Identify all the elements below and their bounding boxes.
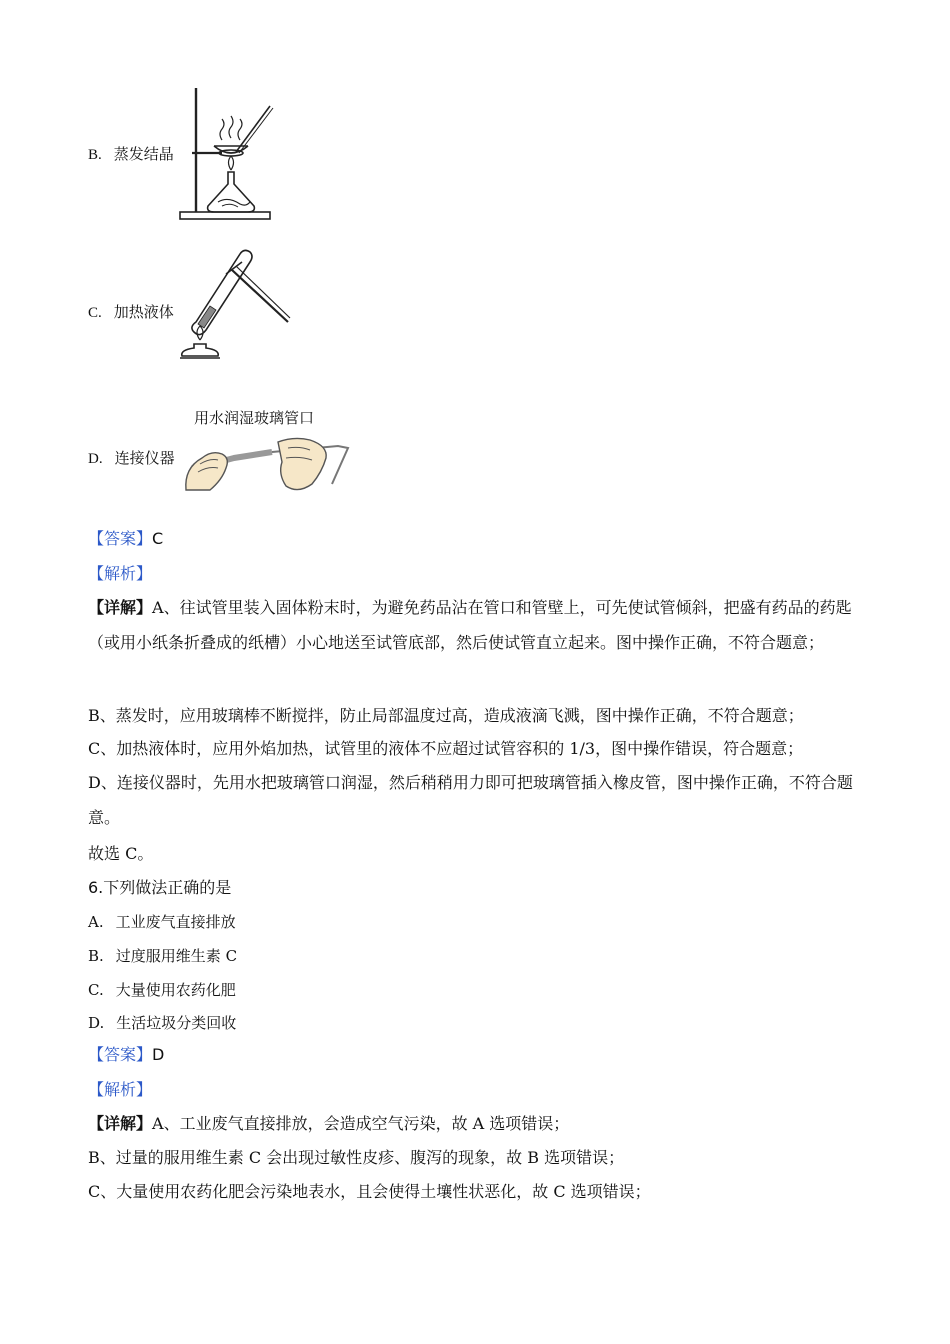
option-label: B. [88,147,102,163]
figure-d-caption: 用水润湿玻璃管口 [194,409,315,427]
option-b [88,144,174,165]
q6-detail-c: C、大量使用农药化肥会污染地表水，且会使得土壤性状恶化，故 C 选项错误； [88,1182,651,1201]
q5-answer-line [88,523,866,555]
q6-option-b [88,940,866,972]
q6-answer-line [88,1039,866,1071]
option-label: B. [88,947,104,965]
option-label: A. [88,913,104,931]
answer-value: C [152,529,164,548]
q6-option-d [88,1007,866,1039]
option-c [88,302,174,323]
detail-tag: 【详解】 [88,598,153,617]
q6-stem-line [88,872,866,904]
option-text: 连接仪器 [114,449,175,467]
option-label: C. [88,981,104,999]
q5-detail-a [88,590,866,660]
answer-value: D [152,1045,165,1064]
detail-tag: 【详解】 [88,1114,153,1133]
answer-tag: 【答案】 [88,1045,153,1064]
option-text: 蒸发结晶 [113,145,174,163]
q6-detail-a [88,1108,866,1140]
option-text: 大量使用农药化肥 [115,981,236,999]
q6-analysis-line [88,1074,866,1106]
q5-detail-c: C、加热液体时，应用外焰加热，试管里的液体不应超过试管容积的 1/3，图中操作错误，符合题意； [88,739,804,758]
connect-apparatus-figure [182,428,354,498]
option-label: D. [88,1014,105,1032]
q6-detail-b: B、过量的服用维生素 C 会出现过敏性皮疹、腹泻的现象，故 B 选项错误； [88,1148,625,1167]
option-label: C. [88,305,102,321]
detail-text: A、工业废气直接排放，会造成空气污染，故 A 选项错误； [152,1114,570,1133]
q5-conclusion: 故选 C。 [88,844,154,863]
q5-analysis-line [88,558,866,590]
answer-tag: 【答案】 [88,529,153,548]
q6-option-c [88,974,866,1006]
option-text: 过度服用维生素 C [115,947,238,965]
analysis-tag: 【解析】 [88,1080,153,1099]
question-number: 6. [88,878,104,897]
option-label: D. [88,451,103,467]
q5-detail-d: D、连接仪器时，先用水把玻璃管口润湿，然后稍稍用力即可把玻璃管插入橡皮管，图中操作正确，不符合题意。 [88,773,853,827]
evaporation-apparatus-figure [178,84,278,224]
analysis-tag: 【解析】 [88,564,153,583]
option-text: 加热液体 [113,303,174,321]
option-text: 工业废气直接排放 [115,913,236,931]
option-text: 生活垃圾分类回收 [116,1014,237,1032]
question-stem: 下列做法正确的是 [103,878,232,897]
q5-detail-b: B、蒸发时，应用玻璃棒不断搅拌，防止局部温度过高，造成液滴飞溅，图中操作正确，不符合题意； [88,706,804,725]
q6-option-a [88,906,866,938]
detail-text: A、往试管里装入固体粉末时，为避免药品沾在管口和管壁上，可先使试管倾斜，把盛有药品的药匙（或用小纸条折叠成的纸槽）小心地送至试管底部，然后使试管直立起来。图中操作正确，不符合题意； [88,598,852,652]
option-d [88,448,175,469]
heating-liquid-figure [176,240,298,362]
